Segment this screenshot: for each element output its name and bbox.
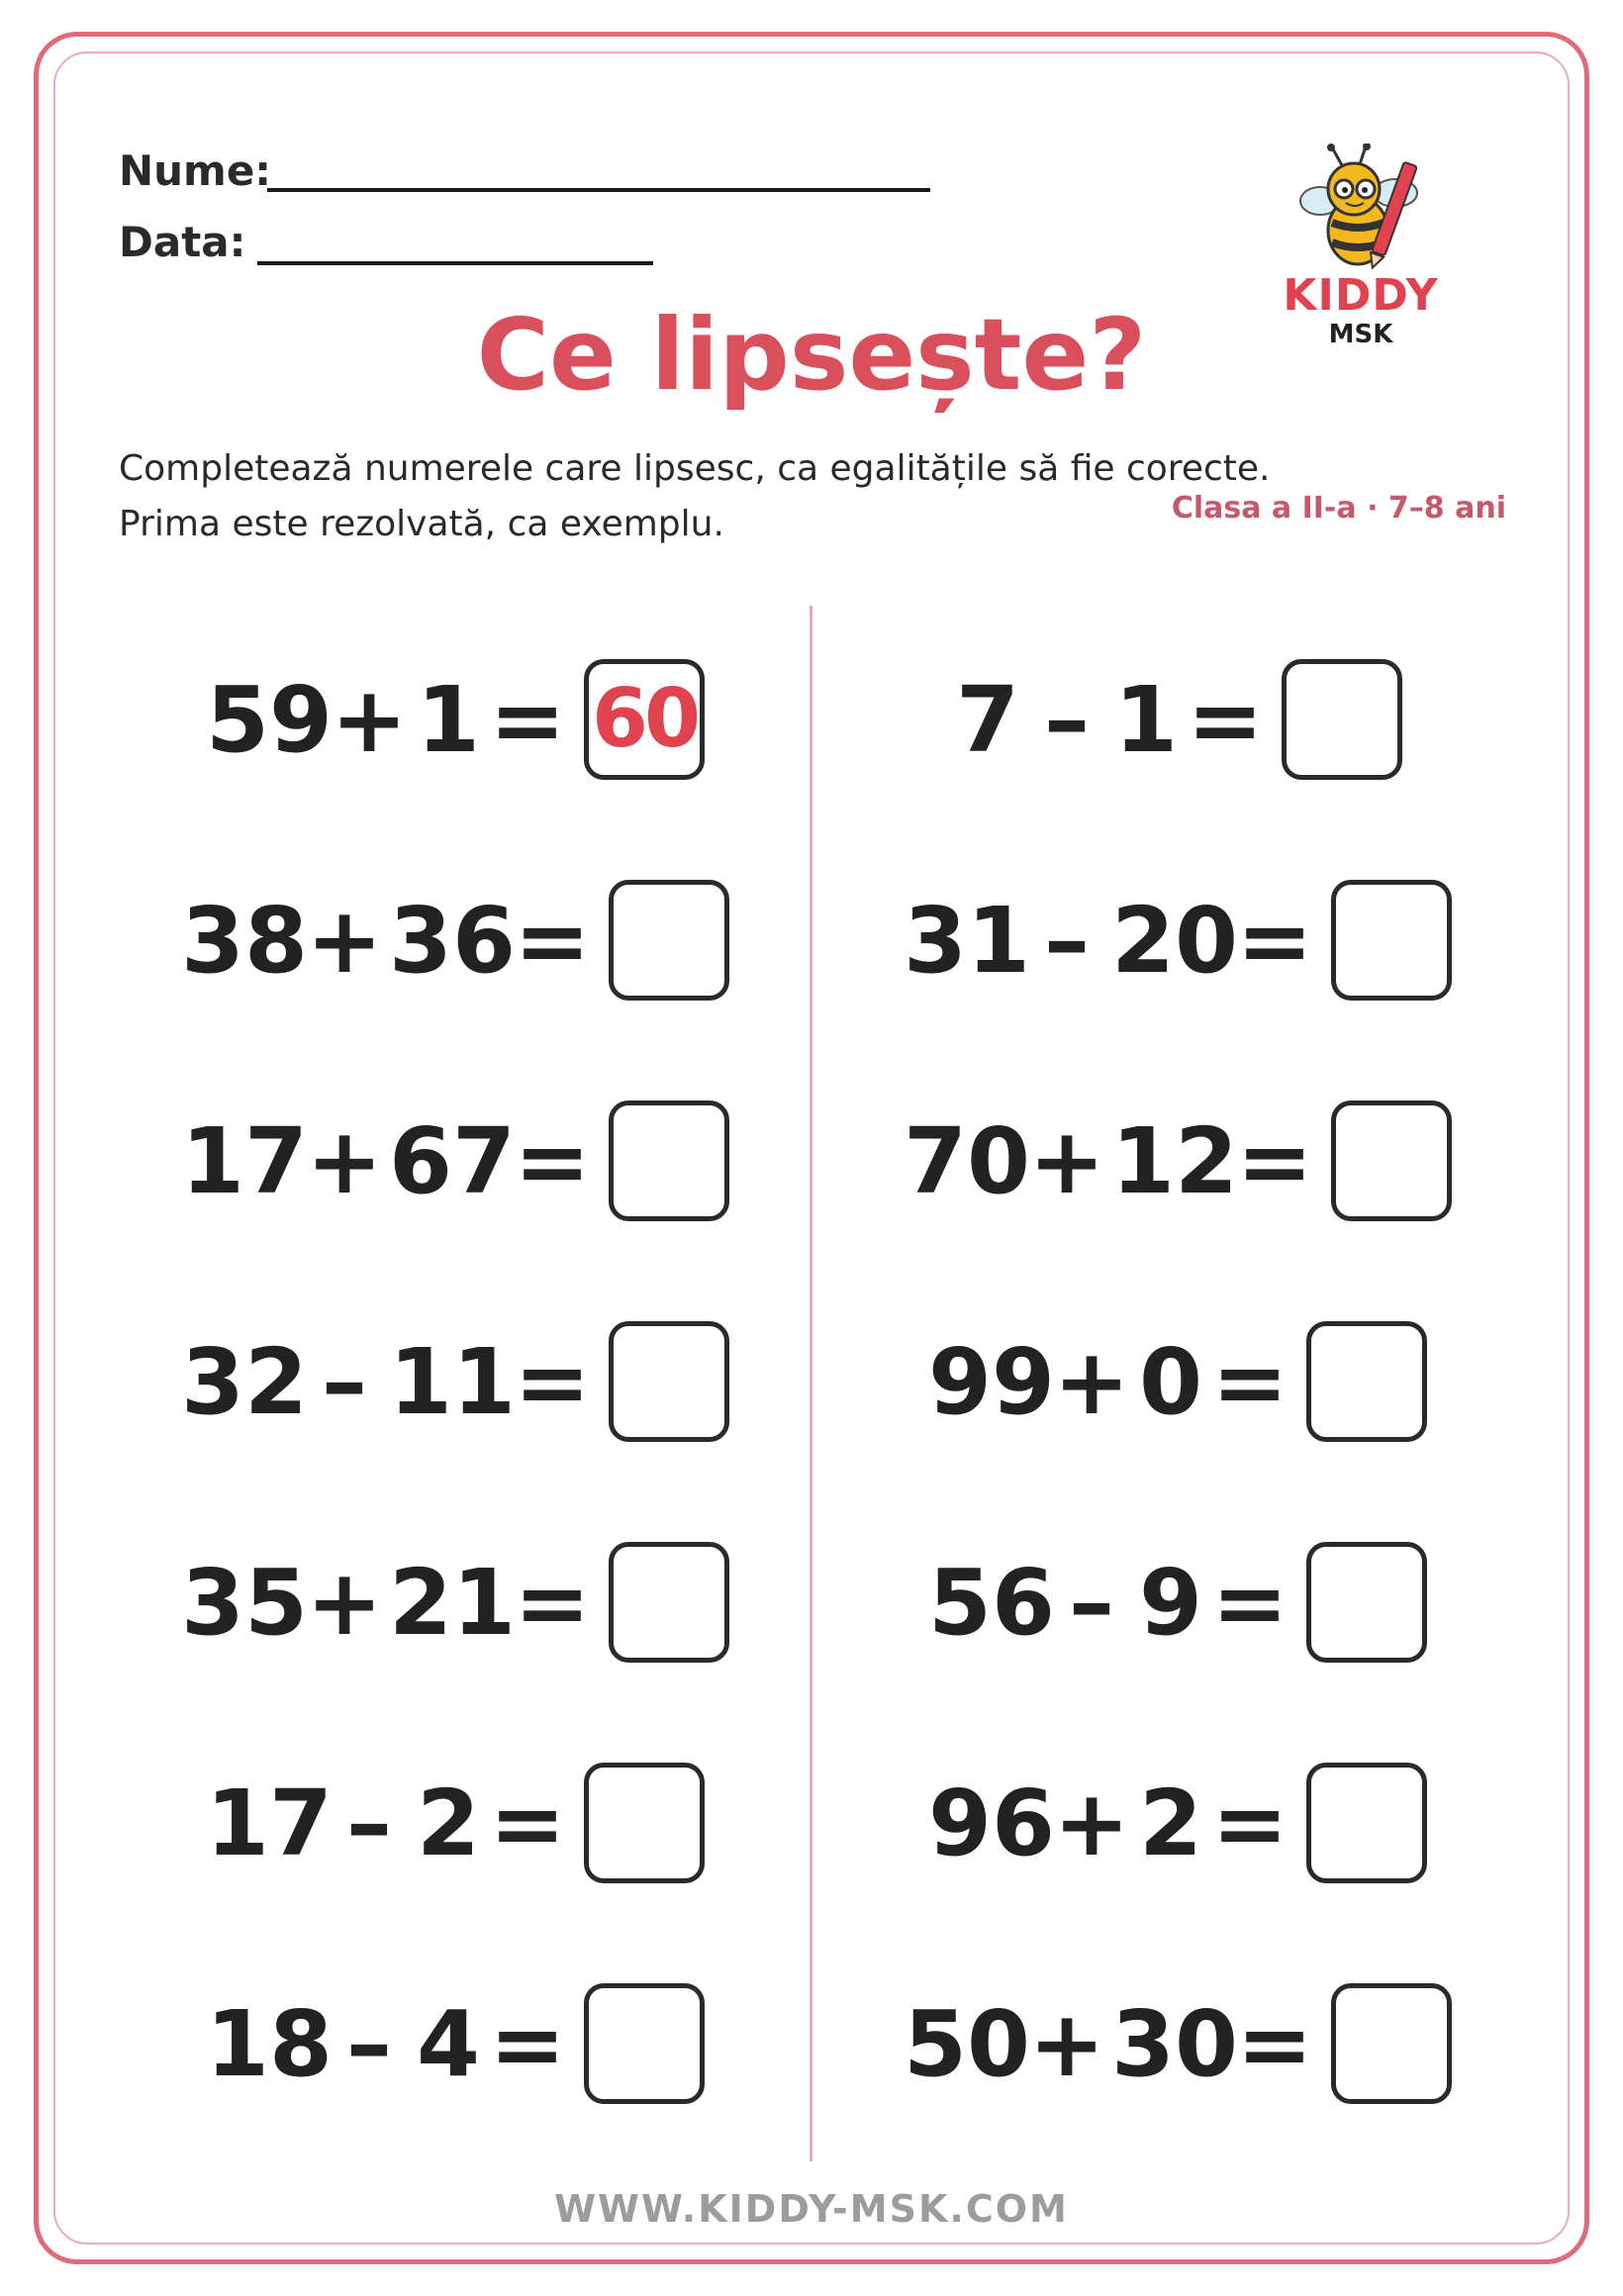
operand-b: 12: [1111, 1107, 1239, 1214]
equals-sign: =: [1211, 1328, 1289, 1435]
answer-box[interactable]: [1306, 1321, 1427, 1442]
equals-sign: =: [489, 1770, 566, 1876]
footer-url: WWW.KIDDY-MSK.COM: [554, 2187, 1069, 2231]
operator: +: [1053, 1328, 1130, 1435]
answer-box[interactable]: [1331, 880, 1452, 1001]
operand-a: 18: [206, 1990, 334, 2097]
equation-row: [181, 1097, 729, 1225]
operand-b: 1: [1113, 666, 1178, 773]
equation-row: [904, 1979, 1452, 2108]
equals-sign: =: [1211, 1770, 1289, 1876]
logo-text-kiddy: KIDDY: [1283, 270, 1439, 321]
operator: +: [306, 1107, 383, 1214]
equation-row: [904, 876, 1452, 1004]
equation-row: [953, 655, 1402, 784]
operand-a: 38: [181, 887, 309, 994]
operand-a: 70: [904, 1107, 1031, 1214]
equation-row: [928, 1317, 1427, 1446]
operand-a: 35: [181, 1549, 309, 1656]
operand-b: 1: [416, 666, 480, 773]
equals-sign: =: [489, 666, 566, 773]
answer-box[interactable]: [1282, 659, 1402, 780]
answer-box[interactable]: [609, 1542, 729, 1663]
answer-box[interactable]: [609, 1321, 729, 1442]
operator: –: [1069, 1549, 1114, 1656]
equals-sign: =: [1211, 1549, 1289, 1656]
operand-a: 31: [904, 887, 1031, 994]
operand-b: 0: [1138, 1328, 1202, 1435]
answer-box[interactable]: [609, 880, 729, 1001]
equals-sign: =: [514, 887, 591, 994]
date-label: Data:: [119, 218, 246, 266]
equals-sign: =: [514, 1328, 591, 1435]
operand-a: 17: [181, 1107, 309, 1214]
equation-row: [181, 876, 729, 1004]
equation-row: [206, 655, 705, 784]
instruction-line-1: Completează numerele care lipsesc, ca egalitățile să fie corecte.: [119, 448, 1271, 489]
column-divider: [810, 606, 812, 2161]
equation-row: [206, 1759, 705, 1887]
operator: +: [306, 887, 383, 994]
operand-a: 59: [206, 666, 334, 773]
answer-box-solved[interactable]: 60: [584, 659, 705, 780]
operator: +: [1053, 1770, 1130, 1876]
operand-b: 2: [416, 1770, 480, 1876]
equals-sign: =: [489, 1990, 566, 2097]
equation-row: [928, 1759, 1427, 1887]
equation-row: [928, 1538, 1427, 1667]
name-field-line[interactable]: [267, 188, 930, 192]
operator: –: [322, 1328, 367, 1435]
operator: +: [306, 1549, 383, 1656]
bee-with-pencil-icon: [1277, 144, 1445, 272]
instructions: [119, 441, 1270, 552]
operator: +: [1028, 1990, 1105, 2097]
answer-box[interactable]: [584, 1763, 705, 1883]
operand-b: 4: [416, 1990, 480, 2097]
operator: –: [1044, 666, 1090, 773]
equals-sign: =: [1236, 1107, 1313, 1214]
grade-label: Clasa a II-a · 7–8 ani: [1171, 491, 1506, 526]
operand-a: 7: [955, 666, 1019, 773]
answer-box[interactable]: [584, 1983, 705, 2104]
answer-box[interactable]: [1331, 1983, 1452, 2104]
operand-a: 17: [206, 1770, 334, 1876]
operand-a: 32: [181, 1328, 309, 1435]
equation-row: [181, 1317, 729, 1446]
operand-a: 99: [928, 1328, 1056, 1435]
name-label: Nume:: [119, 146, 272, 195]
operand-b: 30: [1111, 1990, 1239, 2097]
date-field-line[interactable]: [257, 261, 653, 265]
answer-box[interactable]: [1306, 1763, 1427, 1883]
equals-sign: =: [1187, 666, 1264, 773]
equals-sign: =: [514, 1107, 591, 1214]
operand-b: 67: [389, 1107, 517, 1214]
operator: –: [346, 1770, 392, 1876]
equals-sign: =: [1236, 887, 1313, 994]
logo-text-msk: MSK: [1328, 320, 1393, 349]
operand-b: 2: [1138, 1770, 1202, 1876]
equation-row: [904, 1097, 1452, 1225]
operator: –: [346, 1990, 392, 2097]
operand-b: 11: [389, 1328, 517, 1435]
answer-box[interactable]: [1306, 1542, 1427, 1663]
page-title: Ce lipsește?: [476, 297, 1147, 413]
equation-row: [181, 1538, 729, 1667]
operator: –: [1044, 887, 1090, 994]
operand-a: 96: [928, 1770, 1056, 1876]
operand-b: 21: [389, 1549, 517, 1656]
answer-box[interactable]: [609, 1100, 729, 1221]
answer-box[interactable]: [1331, 1100, 1452, 1221]
operator: +: [331, 666, 408, 773]
operand-a: 50: [904, 1990, 1031, 2097]
equation-row: [206, 1979, 705, 2108]
operand-b: 20: [1111, 887, 1239, 994]
equals-sign: =: [1236, 1990, 1313, 2097]
operand-b: 9: [1138, 1549, 1202, 1656]
instruction-line-2: Prima este rezolvată, ca exemplu.: [119, 504, 724, 544]
operand-b: 36: [389, 887, 517, 994]
equals-sign: =: [514, 1549, 591, 1656]
operand-a: 56: [928, 1549, 1056, 1656]
operator: +: [1028, 1107, 1105, 1214]
